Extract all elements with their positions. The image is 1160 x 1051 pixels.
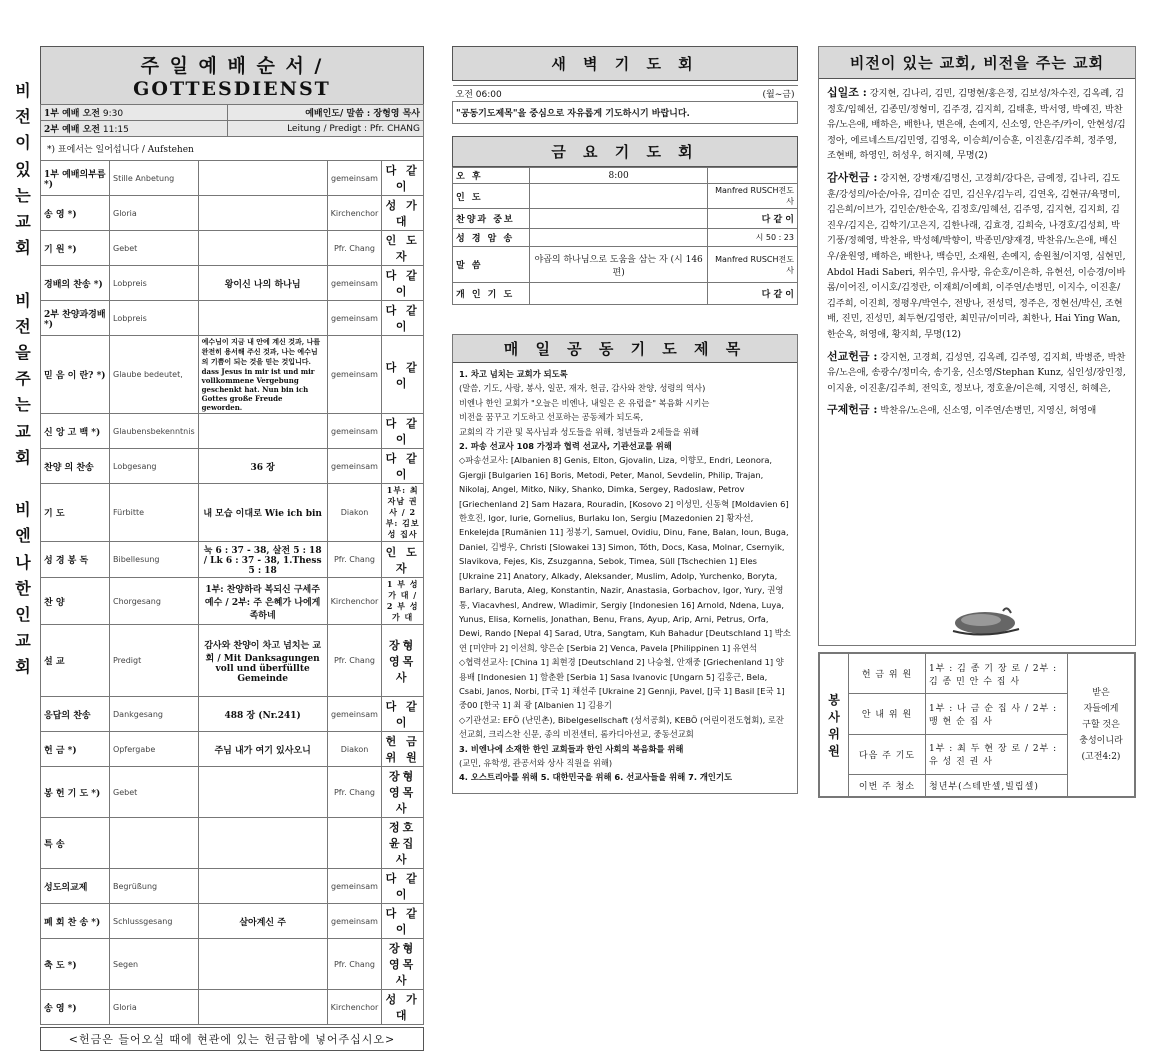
row-german: Lobpreis (110, 301, 199, 336)
row-who: gemeinsam (327, 266, 382, 301)
row-german: Gloria (110, 990, 199, 1025)
row-german: Begrüßung (110, 869, 199, 904)
row-german: Bibellesung (110, 542, 199, 578)
prayer-item: (교민, 유학생, 관공서와 상사 직원을 위해) (459, 757, 613, 768)
side-char: 주 (15, 369, 31, 389)
row-lead: 다 같 이 (382, 449, 424, 484)
side-char: 을 (15, 343, 31, 363)
prayer-item: 2. 파송 선교사 108 가정과 협력 선교사, 기관선교를 위해 (459, 441, 672, 452)
friday-label: 성 경 암 송 (453, 229, 530, 247)
row-german: Gebet (110, 231, 199, 266)
row-who: gemeinsam (327, 414, 382, 449)
friday-title: 금 요 기 도 회 (452, 136, 798, 167)
service-row (41, 578, 424, 625)
friday-row (453, 184, 798, 209)
volunteer-role: 헌 금 위 원 (849, 654, 926, 694)
friday-row (453, 209, 798, 229)
row-who (327, 818, 382, 869)
row-german: Segen (110, 939, 199, 990)
row-who: gemeinsam (327, 336, 382, 414)
dawn-days: (월~금) (652, 86, 797, 102)
service-row (41, 732, 424, 767)
service-times (40, 104, 424, 137)
row-who: gemeinsam (327, 697, 382, 732)
row-korean: 믿 음 이 란? *) (41, 336, 110, 414)
side-char: 비 (15, 500, 31, 520)
offering-names: 강지현, 강병재/김명신, 고경희/강다은, 금예정, 김나리, 김도훈/강성의/아순/아유, 김미순 김민, 김신우/김누리, 김연옥, 김현규/육명미, 김은희/이브가, 김인순/한순옥, 김정호/임혜선, 김주영, 김지현, 김지희, 김진우/김지은, 김학기/고은지, 김한나래, 김효경, 김희숙, 나경호/김성희, 박기풍/정혜영, 박찬유, 박성혜/박향이, 박종민/양재경, 박찬유/노은애, 배신우/윤원영, 배하은, 배한나, 백승민, 소재원, 손예지, 송원철/이지영, 심현민, Abdol Hadi Saberi, 위수민, 유사랑, 유순호/이은하, 유현선, 이승경/이바롬/이어진, 이시호/김정란, 이재희/이예희, 이주연/손병민, 이지수, 이진훈/김주희, 이진희, 정평우/박연수, 전방나, 전성덕, 정주은, 정현선/박신, 조현배, 진민, 진성민, 최두현/김영란, 최민규/이미라, 최한나, Hai Ying Wan, 한순옥, 허영애, 황지희, 무명(12) (827, 172, 1126, 340)
service-row (41, 625, 424, 697)
row-german: Dankgesang (110, 697, 199, 732)
row-content (198, 939, 327, 990)
side-char: 교 (15, 421, 31, 441)
friday-row (453, 247, 798, 283)
prayer-item: ◇기관선교: EFÖ (난민촌), Bibelgesellschaft (성서공회), KEBÖ (어린이전도협회), 로잔선교회, 크리스찬 신문, 종의 비전센터, 롬카디아선교, 중동선교회 (459, 714, 784, 740)
side-char: 엔 (15, 526, 31, 546)
row-korean: 축 도 *) (41, 939, 110, 990)
row-korean: 송 영 *) (41, 990, 110, 1025)
daily-prayer-panel (452, 334, 798, 794)
friday-label: 오 후 (453, 168, 530, 184)
dawn-title: 새 벽 기 도 회 (452, 46, 798, 81)
daily-prayer-list (453, 363, 797, 789)
row-korean: 송 영 *) (41, 196, 110, 231)
row-german: Glaube bedeutet, (110, 336, 199, 414)
row-who: Diakon (327, 484, 382, 542)
prayer-item: 4. 오스트리아를 위해 5. 대한민국을 위해 6. 선교사들을 위해 7. 개인기도 (459, 772, 732, 783)
row-korean: 2부 찬양과경배*) (41, 301, 110, 336)
side-char: 전 (15, 316, 31, 336)
volunteer-table (819, 653, 1135, 797)
row-lead: 다 같 이 (382, 301, 424, 336)
row-lead: 다 같 이 (382, 904, 424, 939)
row-german: Gebet (110, 767, 199, 818)
first-service-time: 9:30 (102, 109, 124, 119)
row-german: Schlussgesang (110, 904, 199, 939)
volunteer-panel (818, 652, 1136, 798)
row-who: Pfr. Chang (327, 625, 382, 697)
service-row (41, 336, 424, 414)
second-service-label: 2부 예배 오전 (44, 125, 100, 135)
row-content (198, 414, 327, 449)
row-korean: 응답의 찬송 (41, 697, 110, 732)
row-content: 눅 6 : 37 - 38, 살전 5 : 18 / Lk 6 : 37 - 38, 1.Thess 5 : 18 (198, 542, 327, 578)
row-lead: 인 도 자 (382, 542, 424, 578)
row-korean: 폐 회 찬 송 *) (41, 904, 110, 939)
row-who: gemeinsam (327, 869, 382, 904)
side-char: 비 (15, 290, 31, 310)
row-who: Pfr. Chang (327, 767, 382, 818)
offering-names: 강지현, 고경희, 김성연, 김옥례, 김주영, 김지희, 박병준, 박찬유/노은애, 송광수/정미숙, 송기웅, 신소영/Stephan Kunz, 심인성/장인정, 이지윤, 이진훈/김주희, 전익호, 정보나, 정호윤/이은혜, 지영신, 허혜은, (827, 351, 1126, 394)
service-row (41, 196, 424, 231)
row-content (198, 990, 327, 1025)
prayer-item: 교회의 각 기관 및 목사님과 성도들을 위해, 청년들과 2세들을 위해 (459, 426, 700, 437)
side-char: 이 (15, 133, 31, 153)
service-row (41, 449, 424, 484)
volunteer-verse (1068, 654, 1135, 797)
side-char: 전 (15, 107, 31, 127)
row-korean: 찬 양 (41, 578, 110, 625)
verse-line: 자들에게 (1083, 704, 1119, 714)
prayer-item: 비엔나 한인 교회가 "오늘은 비엔나, 내일은 온 유럽을" 복음화 시키는 (459, 397, 710, 408)
friday-label: 인 도 (453, 184, 530, 209)
friday-row (453, 229, 798, 247)
volunteer-group: 봉 사 위 원 (820, 654, 849, 797)
volunteer-role: 안 내 위 원 (849, 694, 926, 734)
row-content: 488 장 (Nr.241) (198, 697, 327, 732)
prayer-item: ◇협력선교사: [China 1] 최현경 [Deutschland 2] 나승철, 안재중 [Griechenland 1] 양용배 [Indonesien 1] 함춘환 [Serbia 1] Sasa Ivanovic [Ungarn 5] 김홍근, Bela, Csabi, Janos, Norbi, [T국 1] 채선주 [Ukraine 2] Gennji, Pavel, [J국 1] Basil [E국 1] 중00 [한국 1] 최 광 [Albanien 1] 김용기 (459, 657, 785, 711)
row-korean: 성도의교제 (41, 869, 110, 904)
offering-head: 선교헌금 : (827, 349, 878, 363)
friday-table (452, 167, 798, 305)
row-content: 왕이신 나의 하나님 (198, 266, 327, 301)
dawn-time: 오전 06:00 (455, 90, 502, 100)
service-row (41, 697, 424, 732)
volunteer-names: 청년부(스테반셀,빌립셀) (926, 774, 1068, 796)
row-who: Diakon (327, 732, 382, 767)
offering-names: 박찬유/노은애, 신소영, 이주연/손병민, 지영신, 허영애 (880, 405, 1097, 417)
offering-footer: <헌금은 들어오실 때에 현관에 있는 헌금함에 넣어주십시오> (40, 1027, 424, 1051)
row-german: Stille Anbetung (110, 161, 199, 196)
service-row (41, 990, 424, 1025)
row-lead: 장형영목사 (382, 625, 424, 697)
friday-right: Manfred RUSCH전도사 (708, 247, 798, 283)
service-row (41, 231, 424, 266)
service-row (41, 484, 424, 542)
second-service-leader: Leitung / Predigt : Pfr. CHANG (228, 121, 424, 137)
offering-list (819, 79, 1135, 431)
row-who: Pfr. Chang (327, 231, 382, 266)
side-char: 비 (15, 81, 31, 100)
friday-label: 말 씀 (453, 247, 530, 283)
row-lead: 1부: 최자남 권사 / 2부: 김보성 집사 (382, 484, 424, 542)
row-german: Chorgesang (110, 578, 199, 625)
row-who: gemeinsam (327, 301, 382, 336)
service-row (41, 266, 424, 301)
row-german: Opfergabe (110, 732, 199, 767)
service-table (40, 160, 424, 1025)
offering-section (827, 85, 1127, 164)
vertical-side-title (14, 78, 32, 681)
side-char: 인 (15, 605, 31, 625)
row-german: Lobpreis (110, 266, 199, 301)
friday-right: 다 같 이 (708, 283, 798, 305)
row-korean: 성 경 봉 독 (41, 542, 110, 578)
side-char: 회 (15, 238, 31, 258)
side-char (14, 471, 32, 497)
friday-right (708, 168, 798, 184)
stand-note: *) 표에서는 일어섭니다 / Aufstehen (40, 137, 424, 160)
dawn-note: "공동기도제목"을 중심으로 자유롭게 기도하시기 바랍니다. (453, 102, 798, 124)
row-german: Gloria (110, 196, 199, 231)
row-lead: 헌 금 위 원 (382, 732, 424, 767)
row-who: Pfr. Chang (327, 542, 382, 578)
friday-label: 찬양과 중보 (453, 209, 530, 229)
friday-right: 다 같 이 (708, 209, 798, 229)
row-lead: 다 같 이 (382, 266, 424, 301)
service-row (41, 542, 424, 578)
row-lead: 다 같 이 (382, 869, 424, 904)
side-char: 는 (15, 395, 31, 415)
row-lead: 정호윤집사 (382, 818, 424, 869)
verse-line: 구할 것은 (1082, 720, 1120, 730)
row-lead: 성 가 대 (382, 196, 424, 231)
row-german: Fürbitte (110, 484, 199, 542)
row-korean: 봉 헌 기 도 *) (41, 767, 110, 818)
row-who: gemeinsam (327, 161, 382, 196)
row-who: Kirchenchor (327, 578, 382, 625)
row-who: Kirchenchor (327, 990, 382, 1025)
prayer-item: ◇파송선교사: [Albanien 8] Genis, Elton, Gjovalin, Liza, 이향모, Endri, Leonora, Gjergji [Bulgarien 16] Boris, Metodi, Peter, Manol, Sevdelin, Philip, Trajan, Nikolaj, Angel, Mitko, Niky, Shanko, Dimka, Sergey, Radoslaw, Petrov [Griechenland 2] Sam Hazara, Rouradin, [Kosovo 2] 이성민, 신동혁 [Moldavien 6] 한호진, Igor, Iurie, Gornelius, Burlaku Ion, Sergiu [Mazedonien 2] 황자선, Enkelejda [Rumänien 11] 정봉기, Samuel, Ovidiu, Dinu, Fane, Balan, Ioun, Buga, Daniel, 김병우, Christi [Slowakei 13] Simon, Tóth, Docs, Kasa, Molnar, Csernyik, Slavikova, Fejes, Kis, Zsuzganna, Sebok, Timea, Süll [Tschechien 1] Eles [Ukraine 21] Anatory, Alkady, Aleksander, Muslim, Adolp, Yurchenko, Boryta, Barlary, Baruta, Aleg, Konstantin, Nazir, Anastasia, Gorbachov, Igor, Yury, 권영통, Viacavhesl, Andrew, Wladimir, Sergiy [Indonesien 16] Arnold, Ndena, Luya, Yunus, Elisa, Kornelis, Jonathan, Benu, Frans, Ayup, Arip, Arni, Petrus, Orfa, Dewi, Rando [Nepal 4] Sarad, Utra, Sangtam, Kuh Bahadur [Deutschland 1] 박소연 [미얀마 2] 이선희, 양은순 [Serbia 2] Venca, Pavela [Philippinen 1] 유연석 (459, 455, 791, 653)
prayer-item: 1. 차고 넘치는 교회가 되도록 (459, 369, 568, 379)
side-char: 는 (15, 185, 31, 205)
side-char: 회 (15, 657, 31, 677)
friday-middle (530, 209, 708, 229)
service-row (41, 767, 424, 818)
row-content: 살아계신 주 (198, 904, 327, 939)
friday-right: 시 50 : 23 (708, 229, 798, 247)
row-lead: 성 가 대 (382, 990, 424, 1025)
side-char: 나 (15, 552, 31, 572)
row-lead: 1 부 성 가 대 / 2 부 성 가 대 (382, 578, 424, 625)
side-char: 회 (15, 447, 31, 467)
row-content (198, 161, 327, 196)
verse-line: 받은 (1092, 688, 1110, 698)
row-korean: 기 원 *) (41, 231, 110, 266)
row-german (110, 818, 199, 869)
volunteer-role: 이번 주 청소 (849, 774, 926, 796)
row-lead: 장형영목사 (382, 939, 424, 990)
volunteer-row (820, 654, 1135, 694)
row-content (198, 196, 327, 231)
row-german: Predigt (110, 625, 199, 697)
volunteer-names: 1부 : 나 금 순 집 사 / 2부 : 맹 현 순 집 사 (926, 694, 1068, 734)
vision-title: 비전이 있는 교회, 비전을 주는 교회 (819, 47, 1135, 79)
volunteer-role: 다음 주 기도 (849, 734, 926, 774)
volunteer-names: 1부 : 최 두 현 장 로 / 2부 : 유 성 진 권 사 (926, 734, 1068, 774)
friday-label: 개 인 기 도 (453, 283, 530, 305)
row-content (198, 818, 327, 869)
vision-panel (818, 46, 1136, 646)
offering-head: 구제헌금 : (827, 403, 878, 417)
daily-title: 매 일 공 동 기 도 제 목 (453, 335, 797, 363)
friday-middle (530, 229, 708, 247)
friday-middle: 야곱의 하나님으로 도움을 삼는 자 (시 146 편) (530, 247, 708, 283)
row-korean: 경배의 찬송 *) (41, 266, 110, 301)
service-row (41, 818, 424, 869)
friday-row (453, 168, 798, 184)
verse-line: 충성이니라 (1079, 736, 1123, 746)
row-content (198, 767, 327, 818)
service-row (41, 869, 424, 904)
row-content: 1부: 찬양하라 복되신 구세주 예수 / 2부: 주 은혜가 나에게 족하네 (198, 578, 327, 625)
row-german: Glaubensbekenntnis (110, 414, 199, 449)
service-title: 주 일 예 배 순 서 / GOTTESDIENST (40, 46, 424, 105)
row-content (198, 869, 327, 904)
row-korean: 1부 예배의부름*) (41, 161, 110, 196)
service-row (41, 414, 424, 449)
row-content: 감사와 찬양이 차고 넘치는 교회 / Mit Danksagungen voll und überfüllte Gemeinde (198, 625, 327, 697)
service-row (41, 939, 424, 990)
side-char (14, 261, 32, 287)
friday-right: Manfred RUSCH전도사 (708, 184, 798, 209)
row-lead: 다 같 이 (382, 161, 424, 196)
offering-head: 십일조 : (827, 86, 867, 99)
service-row (41, 301, 424, 336)
row-korean: 기 도 (41, 484, 110, 542)
row-korean: 헌 금 *) (41, 732, 110, 767)
row-who: Pfr. Chang (327, 939, 382, 990)
second-service-time: 11:15 (102, 125, 129, 135)
row-lead: 인 도 자 (382, 231, 424, 266)
side-char: 한 (15, 578, 31, 598)
row-content (198, 301, 327, 336)
row-lead: 장형영목사 (382, 767, 424, 818)
friday-prayer-panel (452, 136, 798, 305)
dawn-prayer-panel (452, 46, 798, 124)
first-service-label: 1부 예배 오전 (44, 109, 100, 119)
row-german: Lobgesang (110, 449, 199, 484)
side-char: 교 (15, 631, 31, 651)
prayer-item: (말씀, 기도, 사랑, 봉사, 일꾼, 재자, 헌금, 감사와 찬양, 성령의 역사) (459, 383, 706, 394)
row-korean: 특 송 (41, 818, 110, 869)
friday-middle (530, 283, 708, 305)
service-row (41, 161, 424, 196)
service-order-panel (40, 46, 424, 1051)
offering-section (827, 170, 1127, 343)
offering-names: 강지현, 김나리, 김민, 김명현/홍은정, 김보성/차수진, 김옥례, 김정호/임혜선, 김종민/정형미, 김주경, 김지희, 김태훈, 박서영, 박예진, 박찬유/노은애, 배하은, 배한나, 변은애, 손예지, 신소영, 안은주/카이, 안현성/김정아, 에르네스트/김민영, 김영옥, 이승희/이승훈, 이진훈/김주희, 정주영, 조현배, 하영인, 허성우, 허지혜, 무명(2) (827, 88, 1126, 162)
row-content (198, 231, 327, 266)
first-service-leader: 예배인도/ 말씀 : 장형영 목사 (228, 105, 424, 121)
friday-middle (530, 184, 708, 209)
side-char: 있 (15, 159, 31, 179)
row-lead: 다 같 이 (382, 414, 424, 449)
row-lead: 다 같 이 (382, 697, 424, 732)
prayer-item: 비전을 꿈꾸고 기도하고 선포하는 공동체가 되도록, (459, 412, 644, 423)
row-who: gemeinsam (327, 904, 382, 939)
verse-line: (고전4:2) (1081, 752, 1121, 762)
prayer-item: 3. 비엔나에 소재한 한인 교회들과 한인 사회의 복음화를 위해 (459, 743, 684, 754)
row-content: 예수님이 지금 내 안에 계신 것과, 나를 완전히 용서해 주신 것과, 나는 예수님의 기쁨이 되는 것을 믿는 것입니다. dass Jesus in mir ist und mir vollkommene Vergebung geschenkt hat. Nun bin ich Gottes große Freude geworden. (198, 336, 327, 414)
row-content: 내 모습 이대로 Wie ich bin (198, 484, 327, 542)
row-content: 36 장 (198, 449, 327, 484)
shell-illustration (943, 601, 1023, 641)
friday-row (453, 283, 798, 305)
offering-head: 감사헌금 : (827, 170, 878, 184)
row-korean: 찬양 의 찬송 (41, 449, 110, 484)
side-char: 교 (15, 212, 31, 232)
row-korean: 설 교 (41, 625, 110, 697)
volunteer-names: 1부 : 김 종 기 장 로 / 2부 : 김 종 민 안 수 집 사 (926, 654, 1068, 694)
row-content: 주님 내가 여기 있사오니 (198, 732, 327, 767)
row-lead: 다 같 이 (382, 336, 424, 414)
row-who: gemeinsam (327, 449, 382, 484)
offering-section (827, 349, 1127, 397)
offering-section (827, 402, 1127, 419)
friday-middle: 8:00 (530, 168, 708, 184)
row-korean: 신 앙 고 백 *) (41, 414, 110, 449)
service-row (41, 904, 424, 939)
row-who: Kirchenchor (327, 196, 382, 231)
